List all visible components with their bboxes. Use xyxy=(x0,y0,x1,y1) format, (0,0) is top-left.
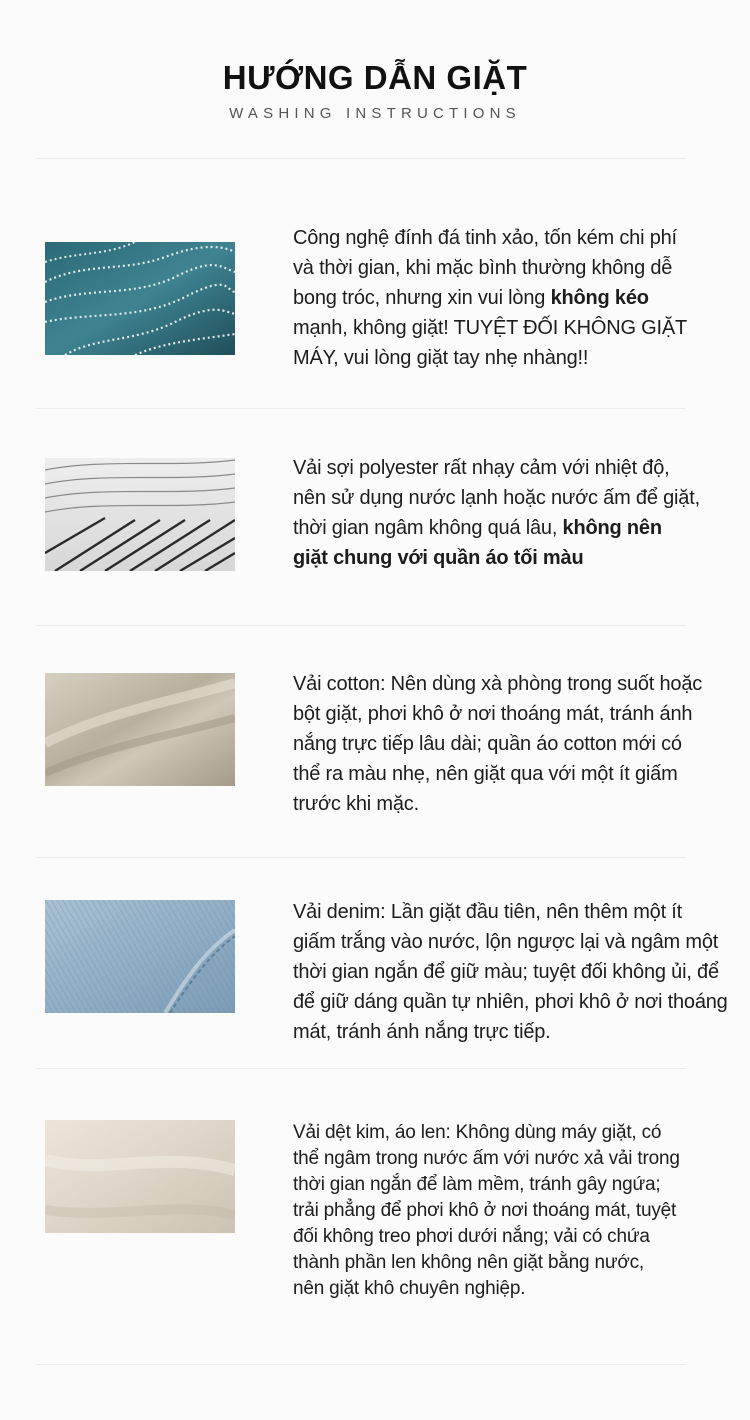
instruction-text: Vải cotton: Nên dùng xà phòng trong suốt hoặc bột giặt, phơi khô ở nơi thoáng mát, tránh ánh nắng trực tiếp lâu dài; quần áo cotton mới có thể ra màu nhẹ, nên giặt qua với một ít giấm trước khi mặc. xyxy=(293,673,703,815)
instruction-text: Vải sợi polyester rất nhạy cảm với nhiệt độ, nên sử dụng nước lạnh hoặc nước ấm để giặt, thời gian ngâm không quá lâu, không nên giặt chung với quần áo tối màu xyxy=(293,457,700,569)
divider xyxy=(36,625,686,626)
divider xyxy=(36,158,686,159)
cotton-fabric-image xyxy=(45,673,235,786)
divider xyxy=(36,857,686,858)
striped-polyester-image xyxy=(45,458,235,571)
divider xyxy=(36,1068,686,1069)
rhinestone-fabric-image xyxy=(45,242,235,355)
page-subtitle: WASHING INSTRUCTIONS xyxy=(229,105,521,122)
page-title: HƯỚNG DẪN GIẶT xyxy=(222,59,528,96)
instruction-text: Vải denim: Lần giặt đầu tiên, nên thêm một ít giấm trắng vào nước, lộn ngược lại và ngâm một thời gian ngắn để giữ màu; tuyệt đối không ủi, để để giữ dáng quần tự nhiên, phơi khô ở nơi thoáng mát, tránh ánh nắng trực tiếp. xyxy=(293,901,728,1043)
instruction-text: Công nghệ đính đá tinh xảo, tốn kém chi phí và thời gian, khi mặc bình thường không dễ bong tróc, nhưng xin vui lòng không kéo mạnh, không giặt! TUYỆT ĐỐI KHÔNG GIẶT MÁY, vui lòng giặt tay nhẹ nhàng!! xyxy=(293,227,688,369)
instruction-text: Vải dệt kim, áo len: Không dùng máy giặt, có thể ngâm trong nước ấm với nước xả vải trong thời gian ngắn để làm mềm, tránh gây ngứa; trải phẳng để phơi khô ở nơi thoáng mát, tuyệt đối không treo phơi dưới nắng; vải có chứa thành phần len không nên giặt bằng nước, nên giặt khô chuyên nghiệp. xyxy=(293,1122,680,1299)
knit-wool-fabric-image xyxy=(45,1120,235,1233)
divider xyxy=(36,408,686,409)
page-header xyxy=(0,58,750,124)
denim-fabric-image xyxy=(45,900,235,1013)
divider xyxy=(36,1364,686,1365)
